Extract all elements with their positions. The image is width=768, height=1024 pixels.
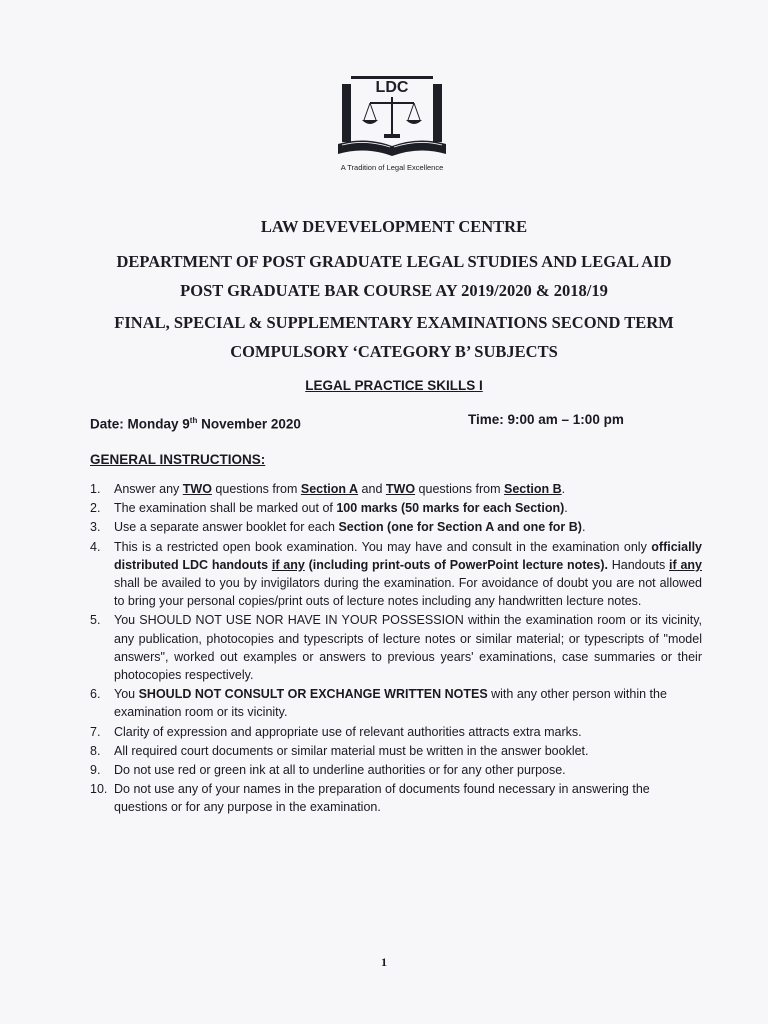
svg-text:LDC: LDC	[375, 79, 409, 96]
instruction-item: 7. Clarity of expression and appropriate use of relevant authorities attracts extra marks.	[90, 724, 582, 739]
institution-name: LAW DEVEVELOPMENT CENTRE	[260, 217, 528, 236]
instructions-list	[90, 480, 702, 818]
exam-time: Time: 9:00 am – 1:00 pm	[468, 412, 624, 427]
instruction-item: 6. You SHOULD NOT CONSULT OR EXCHANGE WRITTEN NOTES with any other person within the examination room or its vicinity.	[90, 687, 667, 720]
page-number: 1	[381, 955, 387, 969]
ldc-logo	[332, 70, 452, 175]
instruction-item: 5. You SHOULD NOT USE NOR HAVE IN YOUR POSSESSION within the examination room or its vicinity, any publication, photocopies and typescripts of lecture notes or similar material; or typescripts of "model answers", worked out examples or answers to previous years' examinations, case summaries or their photocopies respectively.	[90, 613, 702, 683]
instruction-item: 3. Use a separate answer booklet for each Section (one for Section A and one for B).	[90, 520, 586, 535]
instruction-item: 1. Answer any TWO questions from Section A and TWO questions from Section B.	[90, 482, 566, 496]
general-instructions-heading: GENERAL INSTRUCTIONS:	[90, 452, 266, 467]
instruction-item: 9. Do not use red or green ink at all to underline authorities or for any other purpose.	[90, 763, 566, 778]
instruction-item: 8. All required court documents or similar material must be written in the answer booklet.	[90, 743, 589, 758]
instruction-item: 10. Do not use any of your names in the preparation of documents found necessary in answering the questions or for any purpose in the examination.	[90, 782, 650, 815]
scales-of-justice-icon	[332, 70, 452, 162]
logo-tagline: A Tradition of Legal Excellence	[340, 163, 444, 172]
subject-title: LEGAL PRACTICE SKILLS I	[305, 378, 483, 393]
department-name: DEPARTMENT OF POST GRADUATE LEGAL STUDIES AND LEGAL AID	[116, 252, 672, 271]
instruction-item: 4. This is a restricted open book examination. You may have and consult in the examination only officially distributed LDC handouts if any (including print-outs of PowerPoint lecture notes). Handouts if any shall be availed to you by invigilators during the examination. For avoidance of doubt you are not allowed to bring your personal copies/print outs of lecture notes including any handwritten lecture notes.	[90, 539, 702, 609]
exam-type: FINAL, SPECIAL & SUPPLEMENTARY EXAMINATIONS SECOND TERM	[114, 313, 674, 332]
date-time-line	[90, 412, 675, 434]
instruction-item: 2. The examination shall be marked out of 100 marks (50 marks for each Section).	[90, 501, 568, 516]
subject-category: COMPULSORY ‘CATEGORY B’ SUBJECTS	[230, 342, 558, 361]
course-name: POST GRADUATE BAR COURSE AY 2019/2020 & 2018/19	[180, 281, 608, 300]
exam-date: Date: Monday 9th November 2020	[90, 416, 301, 432]
